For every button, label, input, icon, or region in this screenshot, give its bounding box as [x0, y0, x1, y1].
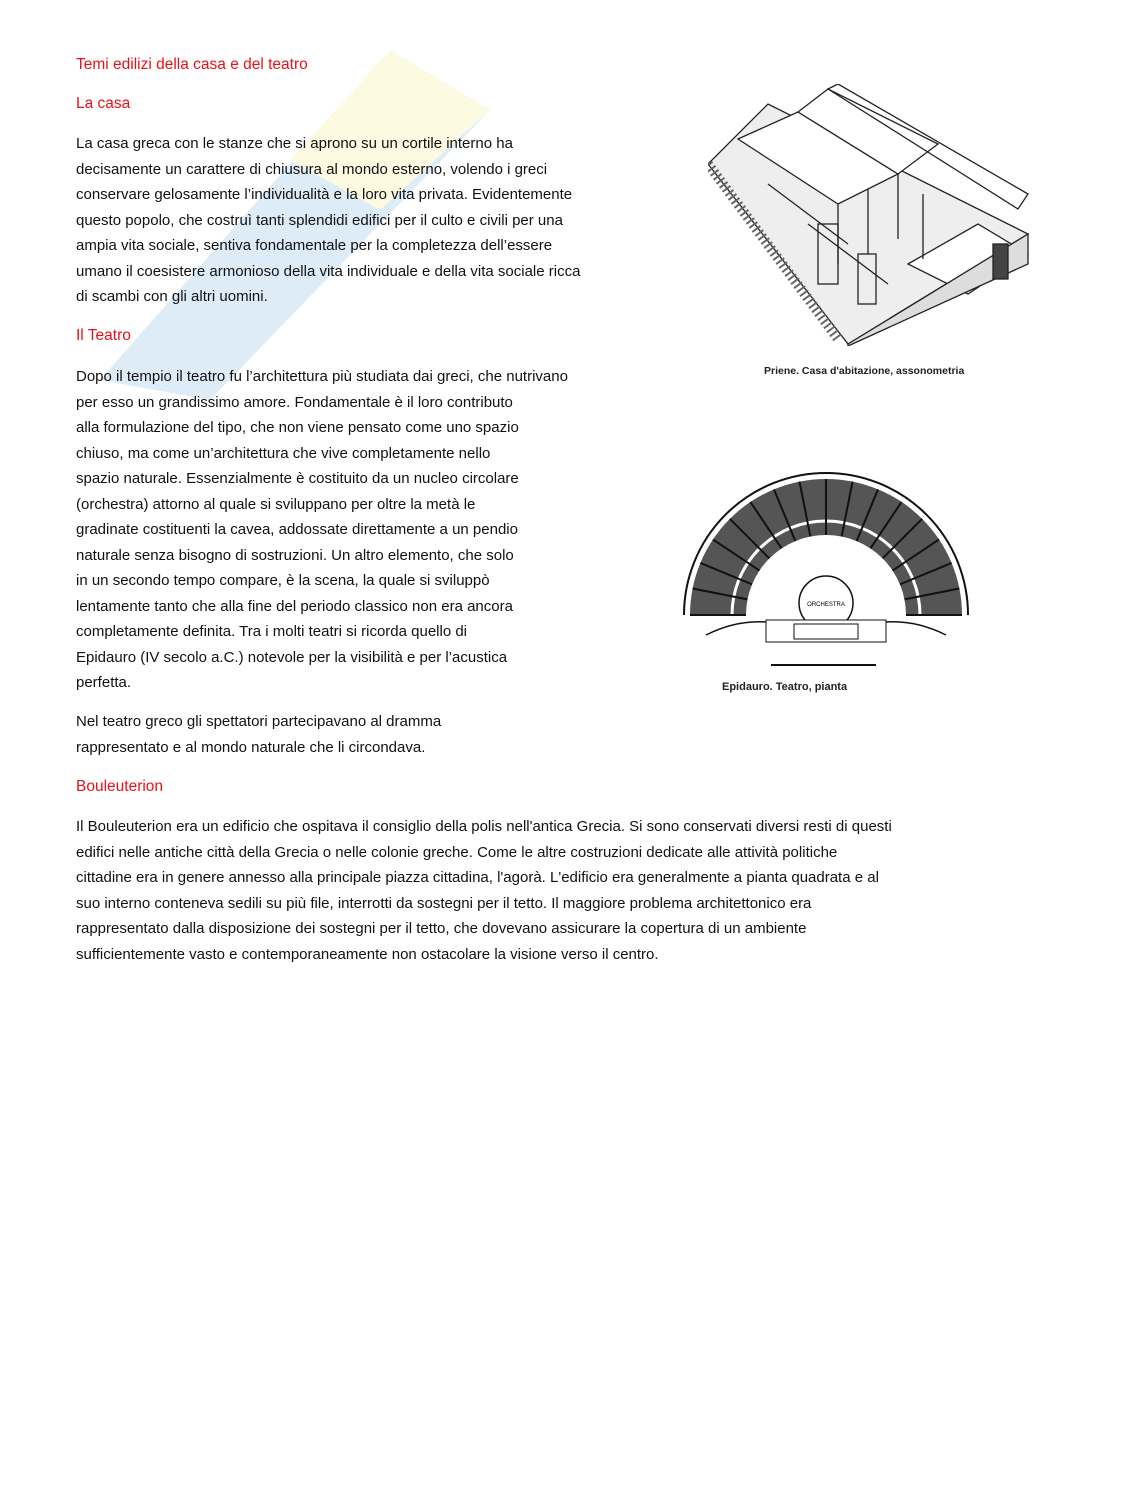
text-line: di scambi con gli altri uomini.	[76, 288, 268, 305]
text-line: Nel teatro greco gli spettatori partecipavano al dramma	[76, 713, 442, 730]
text-line: naturale senza bisogno di sostruzioni. Un altro elemento, che solo	[76, 546, 514, 564]
text-line: chiuso, ma come un’architettura che vive completamente nello	[76, 444, 491, 462]
text-line: in un secondo tempo compare, è la scena, la quale si sviluppò	[76, 572, 490, 589]
text-line: alla formulazione del tipo, che non viene pensato come uno spazio	[76, 419, 519, 436]
text-line: La casa greca con le stanze che si aprono su un cortile interno ha	[76, 135, 513, 152]
house-caption: Priene. Casa d'abitazione, assonometria	[764, 365, 965, 377]
text-line: rappresentato dalla disposizione dei sostegni per il tetto, che dovevano assicurare la copertura di un ambiente	[76, 920, 807, 937]
document-title: Temi edilizi della casa e del teatro	[76, 56, 308, 73]
text-line: rappresentato e al mondo naturale che li circondava.	[76, 738, 426, 756]
text-line: Epidauro (IV secolo a.C.) notevole per la visibilità e per l’acustica	[76, 648, 508, 666]
paragraph-teatro-2	[76, 709, 441, 760]
text-line: ampia vita sociale, sentiva fondamentale per la completezza dell’essere	[76, 237, 553, 254]
text-line: decisamente un carattere di chiusura al mondo esterno, volendo i greci	[76, 160, 548, 178]
text-line: per esso un grandissimo amore. Fondamentale è il loro contributo	[76, 393, 513, 411]
paragraph-casa	[76, 131, 580, 310]
text-line: umano il coesistere armonioso della vita individuale e della vita sociale ricca	[76, 262, 581, 280]
text-line: gradinate costituenti la cavea, addossate direttamente a un pendio	[76, 521, 518, 538]
heading-bouleuterion: Bouleuterion	[76, 778, 164, 795]
house-axonometry-figure	[708, 84, 1038, 346]
heading-il-teatro: Il Teatro	[76, 327, 131, 344]
text-line: suo interno conteneva sedili su più file, interrotti da sostegni per il tetto. Il maggiore problema architettonico era	[76, 894, 812, 912]
text-line: spazio naturale. Essenzialmente è costituito da un nucleo circolare	[76, 470, 519, 487]
text-line: Dopo il tempio il teatro fu l’architettura più studiata dai greci, che nutrivano	[76, 368, 568, 385]
text-line: (orchestra) attorno al quale si sviluppano per oltre la metà le	[76, 495, 476, 513]
paragraph-teatro	[76, 364, 568, 696]
orchestra-label: ORCHESTRA	[807, 602, 845, 608]
text-line: lentamente tanto che alla fine del periodo classico non era ancora	[76, 597, 513, 615]
text-line: conservare gelosamente l’individualità e la loro vita privata. Evidentemente	[76, 186, 573, 203]
theatre-plan-figure	[676, 440, 976, 672]
text-line: Il Bouleuterion era un edificio che ospitava il consiglio della polis nell'antica Grecia. Si sono conservati diversi resti di questi	[76, 818, 892, 835]
heading-la-casa: La casa	[76, 95, 131, 112]
text-line: completamente definita. Tra i molti teatri si ricorda quello di	[76, 623, 468, 640]
text-line: perfetta.	[76, 674, 132, 691]
paragraph-bouleuterion	[76, 814, 892, 967]
text-line: edifici nelle antiche città della Grecia o nelle colonie greche. Come le altre costruzioni dedicate alle attività politiche	[76, 843, 838, 861]
text-line: questo popolo, che costruì tanti splendidi edifici per il culto e civili per una	[76, 211, 563, 229]
theatre-caption: Epidauro. Teatro, pianta	[722, 681, 848, 693]
text-line: sufficientemente vasto e contemporaneamente non ostacolare la visione verso il centro.	[76, 945, 659, 963]
text-line: cittadine era in genere annesso alla principale piazza cittadina, l'agorà. L'edificio era generalmente a pianta quadrata e al	[76, 869, 879, 886]
